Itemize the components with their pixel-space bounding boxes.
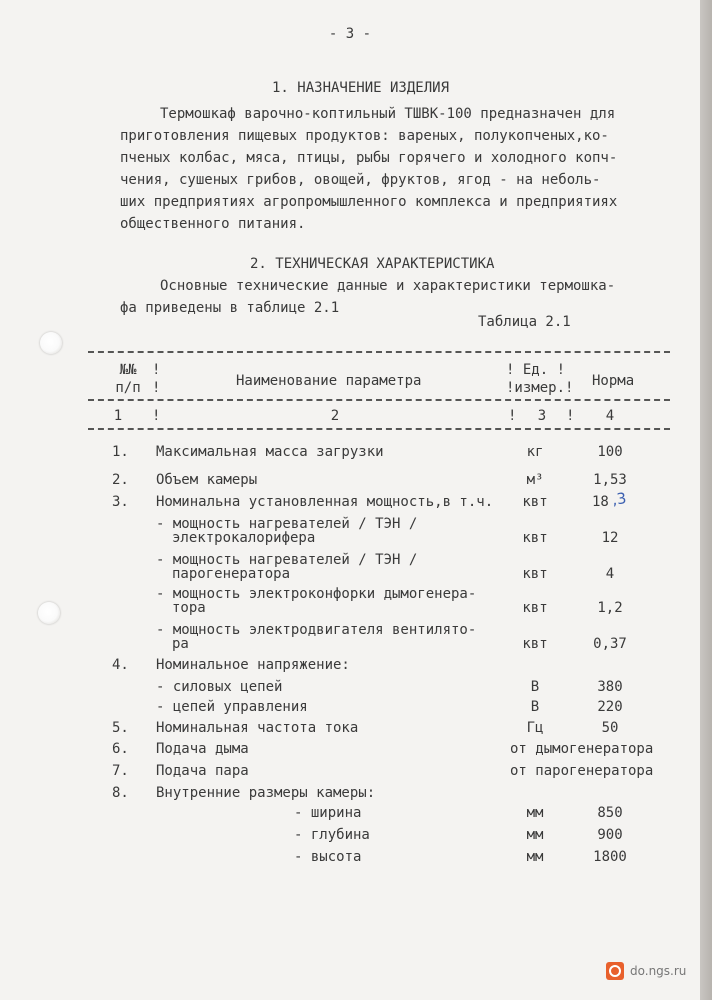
watermark-text: do.ngs.ru: [630, 964, 687, 978]
row-param-cont: ра: [172, 636, 189, 652]
row-param-cont: тора: [172, 600, 206, 616]
row-param: - силовых цепей: [156, 679, 283, 695]
row-param: - мощность электродвигателя вентилято-: [156, 622, 477, 638]
header-separator: !: [152, 362, 161, 378]
row-number: 4.: [112, 657, 129, 673]
row-unit-value: от парогенератора: [510, 763, 654, 779]
row-param-cont: электрокалорифера: [172, 530, 316, 546]
section1-line: приготовления пищевых продуктов: вареных, полукопченых,ко-: [120, 128, 609, 144]
header-unit: ! Ед. !: [506, 362, 566, 378]
row-param: Подача дыма: [156, 741, 249, 757]
col-number: 4: [605, 408, 615, 424]
row-param: Объем камеры: [156, 472, 258, 488]
col-separator: !: [508, 408, 517, 424]
section1-line: общественного питания.: [120, 216, 306, 232]
page-edge-shadow: [700, 0, 712, 1000]
table-numbering-rule: [88, 428, 670, 430]
row-unit: квт: [522, 566, 548, 582]
row-value: 850: [597, 805, 623, 821]
section1-line: пченых колбас, мяса, птицы, рыбы горячего и холодного копч-: [120, 150, 618, 166]
row-value: 50: [601, 720, 619, 736]
row-param: - высота: [294, 849, 362, 865]
table-header-rule: [88, 399, 670, 401]
row-param: - мощность нагревателей / ТЭН /: [156, 552, 418, 568]
section2-line: Основные технические данные и характеристики термошка-: [160, 278, 616, 294]
section1-line: Термошкаф варочно-коптильный ТШВК-100 предназначен для: [160, 106, 616, 122]
row-unit: квт: [522, 530, 548, 546]
row-param: - мощность электроконфорки дымогенера-: [156, 586, 477, 602]
table-top-rule: [88, 351, 670, 353]
row-number: 2.: [112, 472, 129, 488]
row-unit: квт: [522, 636, 548, 652]
row-number: 8.: [112, 785, 129, 801]
row-value: 1,2: [597, 600, 623, 616]
col-number: 1: [113, 408, 123, 424]
header-num: №№: [119, 362, 137, 378]
row-unit-value: от дымогенератора: [510, 741, 654, 757]
row-param-cont: парогенератора: [172, 566, 291, 582]
row-unit: кг: [526, 444, 544, 460]
row-value: 900: [597, 827, 623, 843]
row-unit: Гц: [526, 720, 544, 736]
handwritten-correction: ,3: [610, 489, 628, 509]
header-separator: !: [152, 380, 161, 396]
row-unit: квт: [522, 494, 548, 510]
row-param: - глубина: [294, 827, 370, 843]
row-value: 100: [597, 444, 623, 460]
section1-line: ших предприятиях агропромышленного комплекса и предприятиях: [120, 194, 618, 210]
row-param: Подача пара: [156, 763, 249, 779]
col-number: 3: [537, 408, 547, 424]
row-number: 1.: [112, 444, 129, 460]
row-value: 1,53: [593, 472, 627, 488]
header-num: п/п: [115, 380, 141, 396]
row-value: 4: [605, 566, 615, 582]
ngs-logo-icon: [606, 962, 624, 980]
section2-line: фа приведены в таблице 2.1: [120, 300, 340, 316]
row-value: 220: [597, 699, 623, 715]
header-norm: Норма: [592, 373, 635, 389]
row-number: 7.: [112, 763, 129, 779]
row-param: Внутренние размеры камеры:: [156, 785, 376, 801]
row-number: 6.: [112, 741, 129, 757]
row-value: 12: [601, 530, 619, 546]
col-separator: !: [152, 408, 161, 424]
row-param: - ширина: [294, 805, 362, 821]
col-number: 2: [330, 408, 340, 424]
row-param: - цепей управления: [156, 699, 308, 715]
row-number: 3.: [112, 494, 129, 510]
row-param: - мощность нагревателей / ТЭН /: [156, 516, 418, 532]
header-unit: !измер.!: [506, 380, 574, 396]
row-value: 1800: [593, 849, 627, 865]
page-number: - 3 -: [328, 26, 372, 42]
section1-line: чения, сушеных грибов, овощей, фруктов, ягод - на неболь-: [120, 172, 601, 188]
row-unit: В: [530, 699, 540, 715]
col-separator: !: [566, 408, 575, 424]
punch-hole: [40, 332, 62, 354]
row-unit: мм: [526, 849, 544, 865]
row-param: Номинальная частота тока: [156, 720, 359, 736]
row-value: 0,37: [593, 636, 627, 652]
punch-hole: [38, 602, 60, 624]
section2-heading: 2. ТЕХНИЧЕСКАЯ ХАРАКТЕРИСТИКА: [250, 256, 495, 272]
table-label: Таблица 2.1: [478, 314, 571, 330]
watermark: [606, 962, 686, 980]
row-param: Максимальная масса загрузки: [156, 444, 384, 460]
row-value: 380: [597, 679, 623, 695]
row-param: Номинальна установленная мощность,в т.ч.: [156, 494, 494, 510]
row-unit: квт: [522, 600, 548, 616]
row-number: 5.: [112, 720, 129, 736]
header-param: Наименование параметра: [236, 373, 422, 389]
row-unit: м³: [526, 472, 544, 488]
row-unit: мм: [526, 805, 544, 821]
row-unit: мм: [526, 827, 544, 843]
row-param: Номинальное напряжение:: [156, 657, 350, 673]
section1-heading: 1. НАЗНАЧЕНИЕ ИЗДЕЛИЯ: [272, 80, 450, 96]
row-unit: В: [530, 679, 540, 695]
row-value: 18: [592, 494, 609, 510]
